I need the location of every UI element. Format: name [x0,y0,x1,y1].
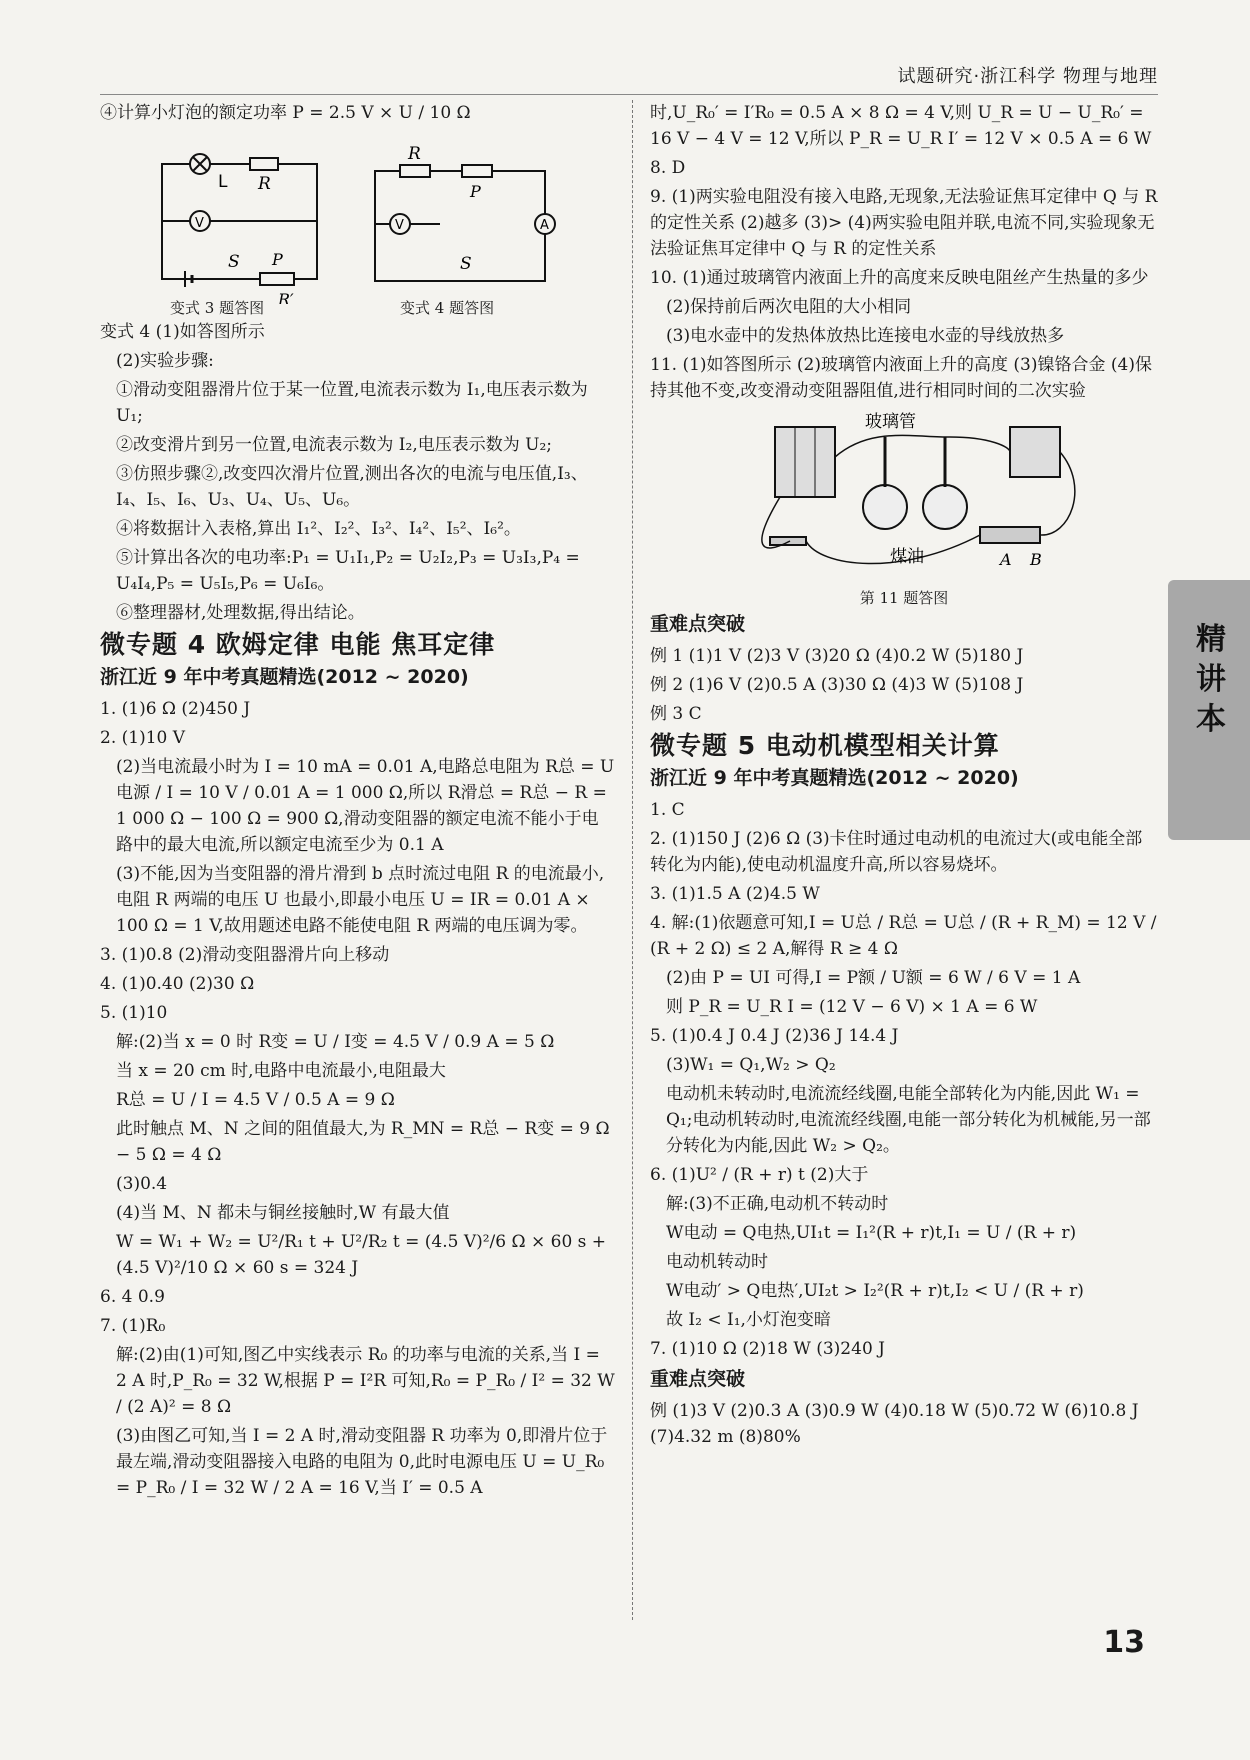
text-line: 7. (1)R₀ [100,1316,166,1336]
text-line: R总 = U / I = 4.5 V / 0.5 A = 9 Ω [116,1090,395,1110]
text-line: 电动机未转动时,电流流经线圈,电能全部转化为内能,因此 W₁ = Q₁;电动机转动时,电流流经线圈,电能一部分转化为机械能,另一部分转化为内能,因此 W₂ > Q₂。 [666,1084,1151,1156]
text-line: 变式 4 (1)如答图所示 [100,322,265,342]
right-column [650,100,1158,1453]
circuit-figures-3-4 [100,129,615,319]
side-tab-label: 精讲本 [1196,622,1226,737]
text-line: 例 1 (1)1 V (2)3 V (3)20 Ω (4)0.2 W (5)180 J [650,646,1024,666]
section-heading: 浙江近 9 年中考真题精选(2012 ~ 2020) [100,666,469,688]
text-line: ④计算小灯泡的额定功率 P = 2.5 V × U / 10 Ω [100,103,471,123]
text-line: (2)当电流最小时为 I = 10 mA = 0.01 A,电路总电阻为 R总 = U电源 / I = 10 V / 0.01 A = 1 000 Ω,所以 R滑总 = R总 − R = 1 000 Ω − 100 Ω = 900 Ω,滑动变阻器的额定电流不能小于电路中的最大电流,所以额定电流至少为 0.1 A [116,757,615,855]
text-line: W电动′ > Q电热′,UI₂t > I₂²(R + r)t,I₂ < U / (R + r) [666,1281,1084,1301]
section-heading: 重难点突破 [650,1368,746,1390]
text-line: (3)0.4 [116,1174,168,1194]
text-line: ⑥整理器材,处理数据,得出结论。 [116,603,365,623]
text-line: ①滑动变阻器滑片位于某一位置,电流表示数为 I₁,电压表示数为 U₁; [116,380,588,426]
experiment-figure-11 [650,407,1158,607]
section-heading: 微专题 4 欧姆定律 电能 焦耳定律 [100,630,496,659]
header-rule [100,94,1158,95]
text-line: 5. (1)0.4 J 0.4 J (2)36 J 14.4 J [650,1026,899,1046]
text-line: W = W₁ + W₂ = U²/R₁ t + U²/R₂ t = (4.5 V)²/6 Ω × 60 s + (4.5 V)²/10 Ω × 60 s = 324 J [116,1232,607,1278]
text-line: 2. (1)10 V [100,728,186,748]
text-line: 5. (1)10 [100,1003,168,1023]
text-line: 9. (1)两实验电阻没有接入电路,无现象,无法验证焦耳定律中 Q 与 R 的定性关系 (2)越多 (3)> (4)两实验电阻并联,电流不同,实验现象无法验证焦耳定律中 Q 与 R 的定性关系 [650,187,1158,259]
text-line: 4. (1)0.40 (2)30 Ω [100,974,255,994]
caption-11: 第 11 题答图 [859,589,949,607]
text-line: 解:(2)当 x = 0 时 R变 = U / I变 = 4.5 V / 0.9 A = 5 Ω [116,1032,555,1052]
text-line: (3)W₁ = Q₁,W₂ > Q₂ [666,1055,836,1075]
text-line: (3)不能,因为当变阻器的滑片滑到 b 点时流过电阻 R 的电流最小,电阻 R 两端的电压 U 也最小,即最小电压 U = IR = 0.01 A × 100 Ω = 1 V,故用题述电路不能使电阻 R 两端的电压调为零。 [116,864,605,936]
label-P2: P [470,182,481,201]
label-V: V [195,216,204,231]
label-R2: R [408,144,421,164]
text-line: 1. C [650,800,685,820]
text-line: 6. 4 0.9 [100,1287,165,1307]
text-line: 7. (1)10 Ω (2)18 W (3)240 J [650,1339,885,1359]
text-line: 10. (1)通过玻璃管内液面上升的高度来反映电阻丝产生热量的多少 [650,268,1149,288]
label-S: S [228,252,240,272]
text-line: ②改变滑片到另一位置,电流表示数为 I₂,电压表示数为 U₂; [116,435,553,455]
text-line: 例 (1)3 V (2)0.3 A (3)0.9 W (4)0.18 W (5)0.72 W (6)10.8 J (7)4.32 m (8)80% [650,1401,1139,1447]
text-line: 解:(2)由(1)可知,图乙中实线表示 R₀ 的功率与电流的关系,当 I = 2 A 时,P_R₀ = 32 W,根据 P = I²R 可知,R₀ = P_R₀ / I² = 32 W / (2 A)² = 8 Ω [116,1345,615,1417]
text-line: ③仿照步骤②,改变四次滑片位置,测出各次的电流与电压值,I₃、I₄、I₅、I₆、U₃、U₄、U₅、U₆。 [116,464,588,510]
label-S2: S [460,254,472,274]
text-line: (2)由 P = UI 可得,I = P额 / U额 = 6 W / 6 V = 1 A [666,968,1081,988]
text-line: 3. (1)0.8 (2)滑动变阻器滑片向上移动 [100,945,390,965]
text-line: 4. 解:(1)依题意可知,I = U总 / R总 = U总 / (R + R_M) = 12 V / (R + 2 Ω) ≤ 2 A,解得 R ≥ 4 Ω [650,913,1157,959]
text-line: ④将数据计入表格,算出 I₁²、I₂²、I₃²、I₄²、I₅²、I₆²。 [116,519,521,539]
text-line: 解:(3)不正确,电动机不转动时 [666,1194,889,1214]
text-line: (2)保持前后两次电阻的大小相同 [666,297,912,317]
text-line: (4)当 M、N 都未与铜丝接触时,W 有最大值 [116,1203,450,1223]
caption-variant4: 变式 4 题答图 [400,299,495,317]
text-line: 当 x = 20 cm 时,电路中电流最小,电阻最大 [116,1061,446,1081]
text-line: (3)电水壶中的发热体放热比连接电水壶的导线放热多 [666,326,1065,346]
label-L: L [218,172,228,192]
text-line: 电动机转动时 [666,1252,768,1272]
left-column [100,100,615,1504]
text-line: (2)实验步骤: [116,351,214,371]
text-line: ⑤计算出各次的电功率:P₁ = U₁I₁,P₂ = U₂I₂,P₃ = U₃I₃,P₄ = U₄I₄,P₅ = U₅I₅,P₆ = U₆I₆。 [116,548,580,594]
text-line: 此时触点 M、N 之间的阻值最大,为 R_MN = R总 − R变 = 9 Ω − 5 Ω = 4 Ω [116,1119,610,1165]
label-A: A [540,218,549,233]
text-line: 故 I₂ < I₁,小灯泡变暗 [666,1310,831,1330]
label-glass-tube: 玻璃管 [865,412,916,432]
text-line: W电动 = Q电热,UI₁t = I₁²(R + r)t,I₁ = U / (R + r) [666,1223,1077,1243]
label-P: P [272,250,283,269]
section-heading: 浙江近 9 年中考真题精选(2012 ~ 2020) [650,767,1019,789]
text-line: 11. (1)如答图所示 (2)玻璃管内液面上升的高度 (3)镍铬合金 (4)保持其他不变,改变滑动变阻器阻值,进行相同时间的二次实验 [650,355,1152,401]
text-line: 8. D [650,158,686,178]
running-header: 试题研究·浙江科学 物理与地理 [897,66,1158,87]
section-heading: 微专题 5 电动机模型相关计算 [650,731,1000,760]
page-number: 13 [1103,1625,1145,1660]
label-Rprime: R′ [278,290,294,304]
column-divider [632,100,633,1620]
label-kerosene: 煤油 [890,547,924,567]
label-B: B [1030,550,1042,569]
experiment-apparatus [650,407,1158,582]
text-line: 2. (1)150 J (2)6 Ω (3)卡住时通过电动机的电流过大(或电能全部转化为内能),使电动机温度升高,所以容易烧坏。 [650,829,1143,875]
label-V2: V [395,218,404,233]
label-A: A [1000,550,1012,569]
text-line: 例 3 C [650,704,702,724]
circuit-diagrams [100,129,615,304]
text-line: 1. (1)6 Ω (2)450 J [100,699,251,719]
text-line: 3. (1)1.5 A (2)4.5 W [650,884,820,904]
text-line: 则 P_R = U_R I = (12 V − 6 V) × 1 A = 6 W [666,997,1038,1017]
text-line: 例 2 (1)6 V (2)0.5 A (3)30 Ω (4)3 W (5)108 J [650,675,1024,695]
label-R: R [258,174,271,194]
caption-variant3: 变式 3 题答图 [170,299,265,317]
text-line: 6. (1)U² / (R + r) t (2)大于 [650,1165,869,1185]
text-line: 时,U_R₀′ = I′R₀ = 0.5 A × 8 Ω = 4 V,则 U_R = U − U_R₀′ = 16 V − 4 V = 12 V,所以 P_R = U_R I′ = 12 V × 0.5 A = 6 W [650,103,1152,149]
section-heading: 重难点突破 [650,613,746,635]
text-line: (3)由图乙可知,当 I = 2 A 时,滑动变阻器 R 功率为 0,即滑片位于最左端,滑动变阻器接入电路的电阻为 0,此时电源电压 U = U_R₀ = P_R₀ / I = 32 W / 2 A = 16 V,当 I′ = 0.5 A [116,1426,608,1498]
